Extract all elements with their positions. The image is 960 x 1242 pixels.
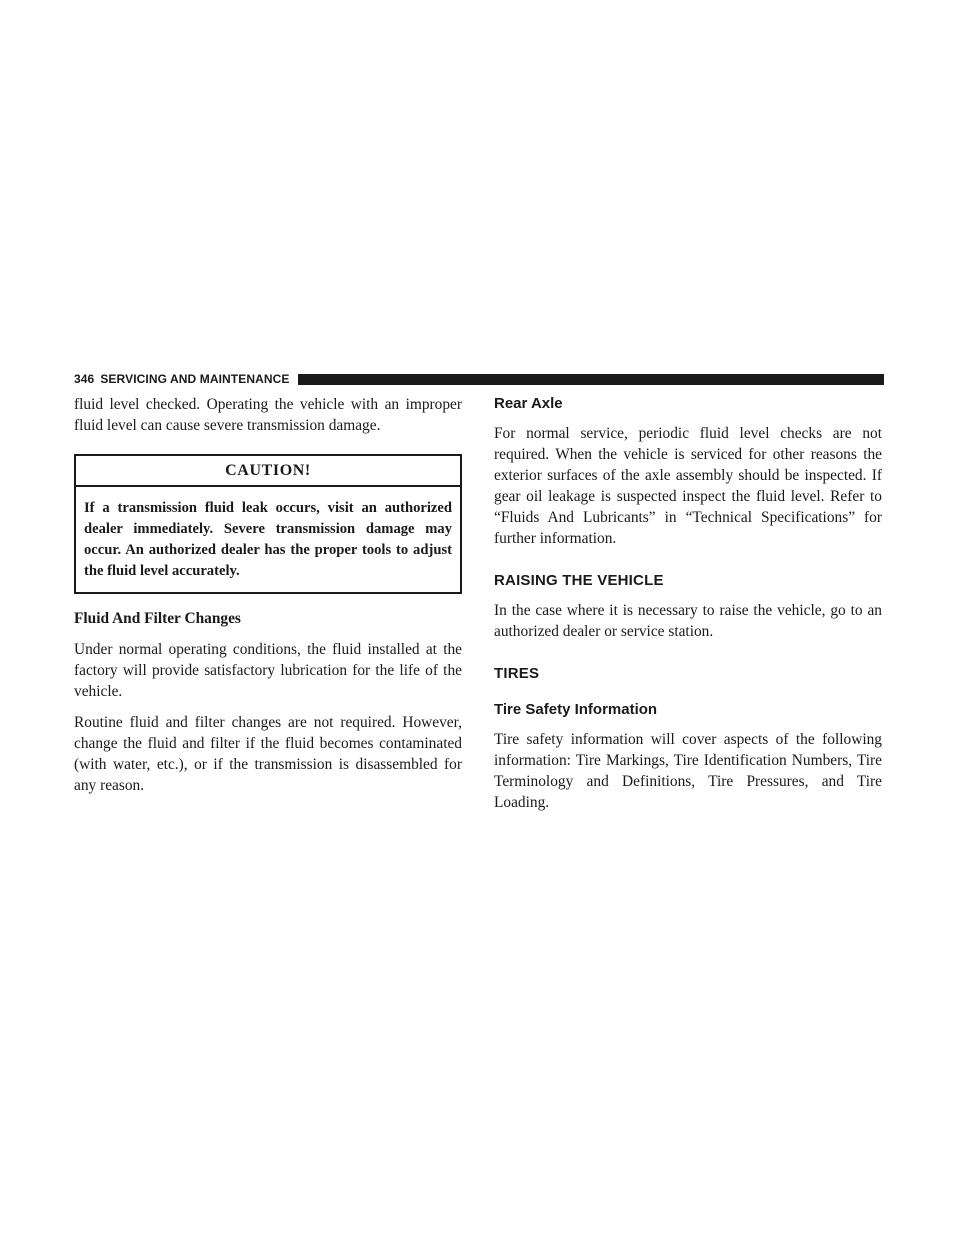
left-column <box>74 394 462 806</box>
fluid-filter-paragraph-1: Under normal operating conditions, the fluid installed at the factory will provide satisfactory lubrication for the life of the vehicle. <box>74 641 462 700</box>
tire-safety-paragraph: Tire safety information will cover aspects of the following information: Tire Markings, Tire Identification Numbers, Tire Terminology and Definitions, Tire Pressures, and Tire Loading. <box>494 731 882 811</box>
raising-vehicle-paragraph: In the case where it is necessary to raise the vehicle, go to an authorized dealer or service station. <box>494 602 882 640</box>
intro-paragraph: fluid level checked. Operating the vehicle with an improper fluid level can cause severe transmission damage. <box>74 396 462 434</box>
tire-safety-heading: Tire Safety Information <box>494 701 658 718</box>
rear-axle-paragraph: For normal service, periodic fluid level checks are not required. When the vehicle is serviced for other reasons the exterior surfaces of the axle assembly should be inspected. If gear oil leakage is suspected inspect the fluid level. Refer to “Fluids And Lubricants” in “Technical Specifications” for further information. <box>494 425 882 547</box>
caution-body: If a transmission fluid leak occurs, visit an authorized dealer immediately. Severe transmission damage may occur. An authorized dealer has the proper tools to adjust the fluid level accurately. <box>84 500 452 579</box>
caution-box <box>74 454 462 594</box>
page-header <box>74 372 884 386</box>
tires-heading: TIRES <box>494 665 540 682</box>
fluid-filter-paragraph-2: Routine fluid and filter changes are not required. However, change the fluid and filter if the fluid becomes contaminated (with water, etc.), or if the transmission is disassembled for any reason. <box>74 714 462 794</box>
page-number: 346 <box>74 372 95 386</box>
right-column <box>494 394 882 823</box>
header-rule <box>298 374 884 385</box>
caution-title: CAUTION! <box>76 456 460 487</box>
rear-axle-heading: Rear Axle <box>494 395 563 412</box>
header-text <box>74 372 290 386</box>
raising-vehicle-heading: RAISING THE VEHICLE <box>494 572 664 589</box>
fluid-filter-heading: Fluid And Filter Changes <box>74 610 241 627</box>
section-title: SERVICING AND MAINTENANCE <box>100 372 290 386</box>
